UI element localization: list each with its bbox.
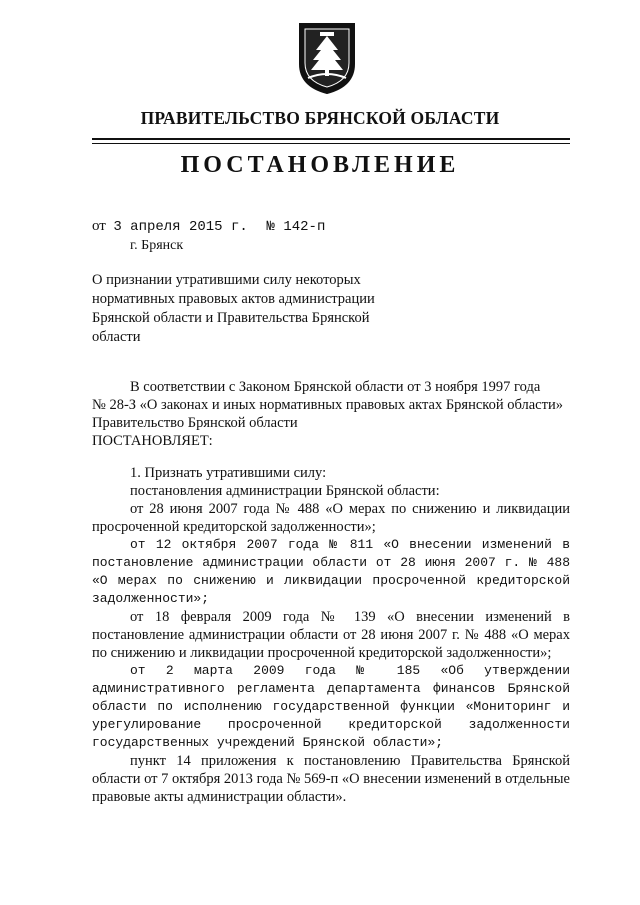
- subject-line: О признании утратившими силу некоторых: [92, 272, 361, 288]
- clause-intro: постановления администрации Брянской области:: [130, 483, 440, 499]
- repealed-act-item: пункт 14 приложения к постановлению Правительства Брянской области от 7 октября 2013 года № 569-п «О внесении изменений в отдельные правовые акты администрации области».: [92, 753, 570, 805]
- preamble-line: В соответствии с Законом Брянской области от 3 ноября 1997 года: [130, 379, 541, 395]
- date-line: [92, 218, 325, 235]
- header-rule-thick: [92, 138, 570, 140]
- subject-line: области: [92, 329, 141, 345]
- document-subject: [92, 271, 392, 347]
- repealed-act-item: от 28 июня 2007 года № 488 «О мерах по снижению и ликвидации просроченной кредиторской задолженности»;: [92, 501, 570, 535]
- repealed-act-item: от 18 февраля 2009 года № 139 «О внесении изменений в постановление администрации области от 28 июня 2007 г. № 488 «О мерах по снижению и ликвидации просроченной кредиторской задолженности»;: [92, 609, 570, 661]
- document-number: № 142-п: [266, 219, 326, 235]
- subject-line: Брянской области и Правительства Брянской: [92, 310, 370, 326]
- city: г. Брянск: [130, 238, 184, 253]
- coat-of-arms-emblem: [296, 20, 358, 96]
- repealed-act-item: от 2 марта 2009 года № 185 «Об утверждении административного регламента департамента финансов Брянской области по исполнению государственной функции «Мониторинг и урегулирование просроченной кредиторской задолженности государственных учреждений Брянской области»;: [92, 663, 570, 750]
- clause-title: 1. Признать утратившими силу:: [130, 465, 327, 481]
- organization-name: ПРАВИТЕЛЬСТВО БРЯНСКОЙ ОБЛАСТИ: [140, 108, 500, 128]
- document-date: 3 апреля 2015 г.: [113, 219, 248, 235]
- header-rule-thin: [92, 143, 570, 144]
- resolves-heading: ПОСТАНОВЛЯЕТ:: [92, 433, 213, 449]
- preamble-line: Правительство Брянской области: [92, 415, 298, 431]
- document-type-title: ПОСТАНОВЛЕНИЕ: [180, 152, 460, 178]
- repealed-act-item: от 12 октября 2007 года № 811 «О внесении изменений в постановление администрации области от 28 июня 2007 г. № 488 «О мерах по снижению и ликвидации просроченной кредиторской задолженности»;: [92, 537, 570, 606]
- date-prefix: от: [92, 218, 106, 234]
- document-body: [92, 378, 570, 806]
- subject-line: нормативных правовых актов администрации: [92, 291, 375, 307]
- preamble-line: № 28-З «О законах и иных нормативных правовых актах Брянской области»: [92, 397, 563, 413]
